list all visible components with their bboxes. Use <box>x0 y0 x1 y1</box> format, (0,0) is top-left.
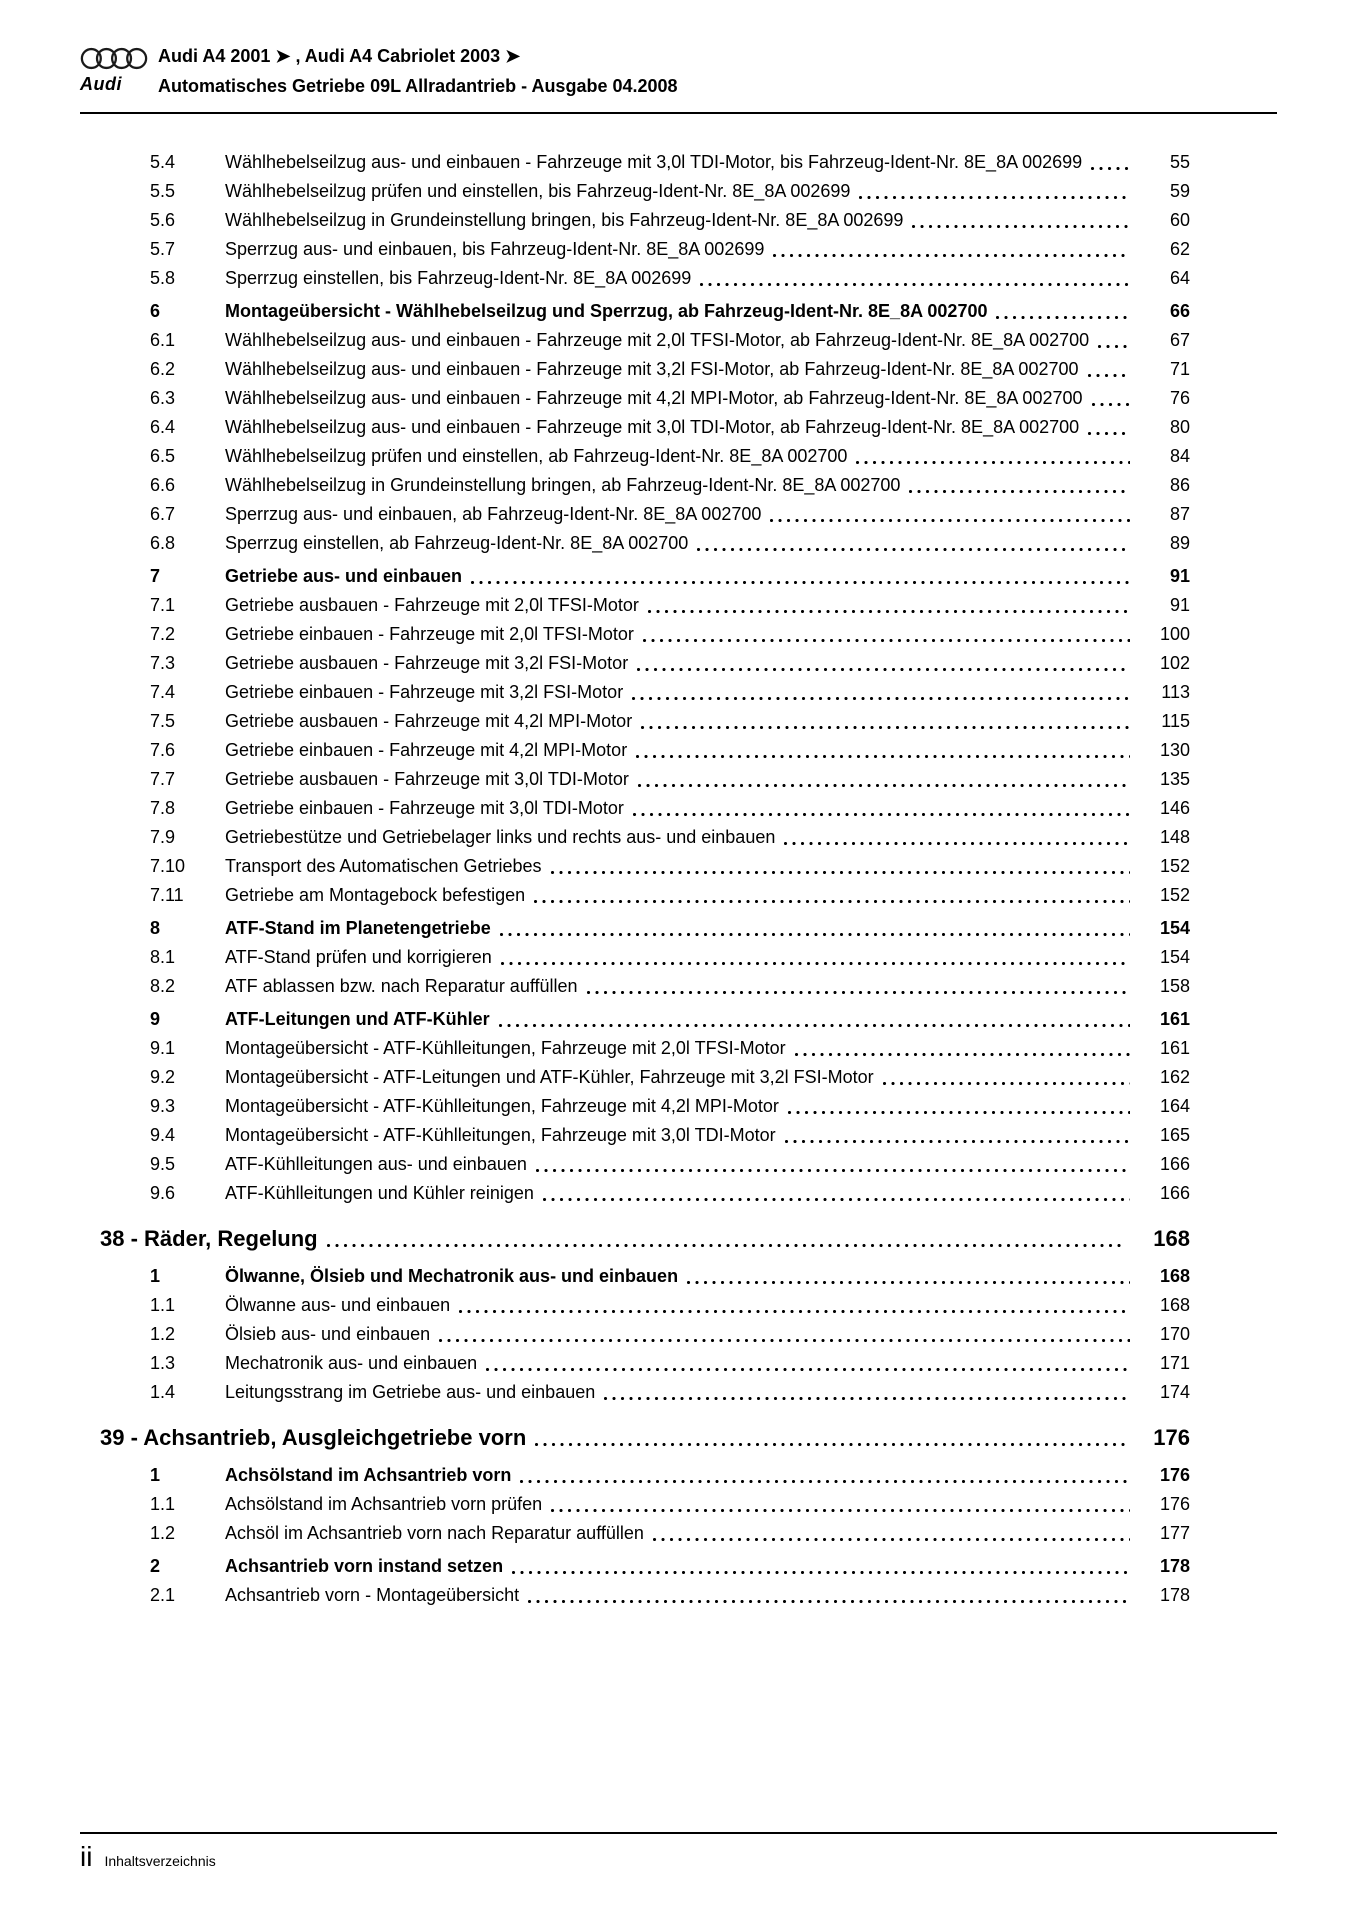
toc-entry <box>80 1005 1190 1034</box>
entry-title: Getriebe einbauen - Fahrzeuge mit 2,0l TFSI-Motor <box>225 624 634 644</box>
entry-number: 9.5 <box>150 1154 176 1174</box>
entry-number: 5.7 <box>150 239 176 259</box>
entry-title: Wählhebelseilzug aus- und einbauen - Fahrzeuge mit 4,2l MPI-Motor, ab Fahrzeug-Ident-Nr. 8E_8A 002700 <box>225 388 1083 408</box>
dot-leader <box>912 225 1130 228</box>
dot-leader <box>543 1198 1130 1201</box>
toc-entry <box>80 384 1190 413</box>
toc-entry <box>80 1063 1190 1092</box>
page-number: 91 <box>1169 595 1190 615</box>
dot-leader <box>459 1310 1130 1313</box>
entry-number: 6.4 <box>150 417 176 437</box>
toc-entry <box>80 235 1190 264</box>
dot-leader <box>883 1082 1130 1085</box>
toc-entry <box>80 765 1190 794</box>
entry-number: 1 <box>150 1465 161 1485</box>
entry-title: Montageübersicht - Wählhebelseilzug und Sperrzug, ab Fahrzeug-Ident-Nr. 8E_8A 002700 <box>225 301 988 321</box>
page-number: 166 <box>1159 1183 1190 1203</box>
dot-leader <box>632 697 1130 700</box>
toc-entry <box>80 881 1190 910</box>
audi-rings-icon <box>80 46 148 71</box>
entry-title: Wählhebelseilzug in Grundeinstellung bringen, bis Fahrzeug-Ident-Nr. 8E_8A 002699 <box>225 210 904 230</box>
dot-leader <box>499 1024 1130 1027</box>
page-footer <box>80 1840 216 1874</box>
entry-number: 6.1 <box>150 330 176 350</box>
entry-number: 2.1 <box>150 1585 176 1605</box>
entry-title: Achsölstand im Achsantrieb vorn <box>225 1465 512 1485</box>
entry-number: 6.6 <box>150 475 176 495</box>
page-number: 164 <box>1159 1096 1190 1116</box>
dot-leader <box>687 1281 1130 1284</box>
dot-leader <box>788 1111 1130 1114</box>
entry-number: 1 <box>150 1266 161 1286</box>
page-number: 66 <box>1169 301 1190 321</box>
entry-title: Wählhebelseilzug in Grundeinstellung bringen, ab Fahrzeug-Ident-Nr. 8E_8A 002700 <box>225 475 901 495</box>
toc-entry <box>80 442 1190 471</box>
entry-title: Sperrzug einstellen, bis Fahrzeug-Ident-Nr. 8E_8A 002699 <box>225 268 692 288</box>
entry-title: Wählhebelseilzug aus- und einbauen - Fahrzeuge mit 3,2l FSI-Motor, ab Fahrzeug-Ident-Nr. 8E_8A 002700 <box>225 359 1079 379</box>
entry-title: Getriebestütze und Getriebelager links und rechts aus- und einbauen <box>225 827 776 847</box>
entry-title: Getriebe einbauen - Fahrzeuge mit 4,2l MPI-Motor <box>225 740 628 760</box>
toc-entry <box>80 649 1190 678</box>
brand-word: Audi <box>80 74 122 94</box>
toc-entry <box>80 1262 1190 1291</box>
page-number: 80 <box>1169 417 1190 437</box>
entry-number: 1.2 <box>150 1523 176 1543</box>
dot-leader <box>856 461 1130 464</box>
entry-number: 1.1 <box>150 1295 176 1315</box>
dot-leader <box>1091 167 1130 170</box>
entry-title: ATF-Leitungen und ATF-Kühler <box>225 1009 490 1029</box>
page-number: 166 <box>1159 1154 1190 1174</box>
dot-leader <box>1098 345 1130 348</box>
dot-leader <box>770 519 1130 522</box>
entry-number: 9.2 <box>150 1067 176 1087</box>
entry-title: Getriebe ausbauen - Fahrzeuge mit 3,0l TDI-Motor <box>225 769 629 789</box>
dot-leader <box>587 991 1130 994</box>
entry-number: 1.1 <box>150 1494 176 1514</box>
entry-number: 5.5 <box>150 181 176 201</box>
page-number: 154 <box>1159 947 1190 967</box>
page-number: 158 <box>1159 976 1190 996</box>
entry-title: Achsantrieb vorn instand setzen <box>225 1556 504 1576</box>
page-number: 130 <box>1159 740 1190 760</box>
dot-leader <box>604 1397 1130 1400</box>
dot-leader <box>1088 374 1131 377</box>
toc-entry <box>80 326 1190 355</box>
page-number: 152 <box>1159 885 1190 905</box>
entry-title: Montageübersicht - ATF-Kühlleitungen, Fahrzeuge mit 4,2l MPI-Motor <box>225 1096 779 1116</box>
entry-number: 8.1 <box>150 947 176 967</box>
dot-leader <box>637 668 1130 671</box>
toc-entry <box>80 1179 1190 1208</box>
entry-number: 9.3 <box>150 1096 176 1116</box>
entry-number: 9.1 <box>150 1038 176 1058</box>
toc-entry <box>80 413 1190 442</box>
page-number: 148 <box>1159 827 1190 847</box>
page-number: 113 <box>1161 682 1190 702</box>
toc-entry <box>80 823 1190 852</box>
dot-leader <box>520 1480 1130 1483</box>
toc-entry <box>80 852 1190 881</box>
page-number: 102 <box>1159 653 1190 673</box>
toc-entry <box>80 707 1190 736</box>
page-number: 176 <box>1159 1465 1190 1485</box>
toc-entry <box>80 620 1190 649</box>
toc-entry <box>80 562 1190 591</box>
dot-leader <box>638 784 1130 787</box>
entry-number: 7.3 <box>150 653 176 673</box>
entry-number: 9 <box>150 1009 161 1029</box>
dot-leader <box>512 1571 1130 1574</box>
entry-number: 1.2 <box>150 1324 176 1344</box>
page-number: 76 <box>1169 388 1190 408</box>
toc-entry <box>80 1092 1190 1121</box>
audi-logo <box>80 46 158 95</box>
entry-number: 6.5 <box>150 446 176 466</box>
entry-title: Getriebe ausbauen - Fahrzeuge mit 4,2l MPI-Motor <box>225 711 633 731</box>
entry-title: ATF-Kühlleitungen aus- und einbauen <box>225 1154 527 1174</box>
toc-entry <box>80 794 1190 823</box>
toc-entry <box>80 591 1190 620</box>
entry-number: 8.2 <box>150 976 176 996</box>
entry-number: 7.4 <box>150 682 176 702</box>
page-number: 135 <box>1159 769 1190 789</box>
dot-leader <box>773 254 1130 257</box>
toc-entry <box>80 1490 1190 1519</box>
page-number: 91 <box>1169 566 1190 586</box>
entry-number: 7.2 <box>150 624 176 644</box>
page-number: 161 <box>1159 1038 1190 1058</box>
entry-title: Wählhebelseilzug aus- und einbauen - Fahrzeuge mit 3,0l TDI-Motor, ab Fahrzeug-Ident-Nr. 8E_8A 002700 <box>225 417 1080 437</box>
entry-title: Sperrzug einstellen, ab Fahrzeug-Ident-Nr. 8E_8A 002700 <box>225 533 689 553</box>
entry-title: Wählhebelseilzug prüfen und einstellen, ab Fahrzeug-Ident-Nr. 8E_8A 002700 <box>225 446 848 466</box>
dot-leader <box>528 1600 1130 1603</box>
page-number: 86 <box>1169 475 1190 495</box>
page-number: 170 <box>1159 1324 1190 1344</box>
dot-leader <box>471 581 1130 584</box>
page-number: 176 <box>1159 1494 1190 1514</box>
entry-title: Wählhebelseilzug aus- und einbauen - Fahrzeuge mit 3,0l TDI-Motor, bis Fahrzeug-Ident-Nr. 8E_8A 002699 <box>225 152 1083 172</box>
page-number: 161 <box>1159 1009 1190 1029</box>
dot-leader <box>486 1368 1130 1371</box>
dot-leader <box>785 1140 1130 1143</box>
dot-leader <box>643 639 1130 642</box>
dot-leader <box>1088 432 1130 435</box>
toc-chapter-heading <box>80 1421 1190 1455</box>
page-number: 60 <box>1169 210 1190 230</box>
entry-title: ATF ablassen bzw. nach Reparatur auffüllen <box>225 976 578 996</box>
entry-number: 7.11 <box>150 885 184 905</box>
entry-title: Getriebe ausbauen - Fahrzeuge mit 2,0l TFSI-Motor <box>225 595 639 615</box>
entry-number: 6 <box>150 301 161 321</box>
entry-number: 5.8 <box>150 268 176 288</box>
entry-title: Achsantrieb vorn - Montageübersicht <box>225 1585 520 1605</box>
page-number: 62 <box>1169 239 1190 259</box>
dot-leader <box>1092 403 1131 406</box>
toc-entry <box>80 148 1190 177</box>
toc-entry <box>80 1349 1190 1378</box>
entry-number: 5.6 <box>150 210 176 230</box>
dot-leader <box>700 283 1130 286</box>
entry-title: Getriebe am Montagebock befestigen <box>225 885 526 905</box>
page-number: 100 <box>1159 624 1190 644</box>
dot-leader <box>536 1169 1130 1172</box>
toc-entry <box>80 1320 1190 1349</box>
entry-number: 7.10 <box>150 856 186 876</box>
toc-entry <box>80 1461 1190 1490</box>
entry-title: Ölsieb aus- und einbauen <box>225 1324 431 1344</box>
page-number: 168 <box>1159 1266 1190 1286</box>
entry-number: 6.3 <box>150 388 176 408</box>
entry-title: Sperrzug aus- und einbauen, ab Fahrzeug-Ident-Nr. 8E_8A 002700 <box>225 504 762 524</box>
page-number: 176 <box>1153 1425 1190 1450</box>
entry-title: Getriebe einbauen - Fahrzeuge mit 3,0l TDI-Motor <box>225 798 624 818</box>
dot-leader <box>327 1244 1126 1247</box>
toc-entry <box>80 529 1190 558</box>
entry-title: Getriebe aus- und einbauen <box>225 566 463 586</box>
page-number: 67 <box>1169 330 1190 350</box>
model-line: Audi A4 2001 ➤ , Audi A4 Cabriolet 2003 ➤ <box>158 46 521 66</box>
toc-entry <box>80 471 1190 500</box>
page-number: 115 <box>1161 711 1190 731</box>
dot-leader <box>641 726 1130 729</box>
dot-leader <box>534 900 1130 903</box>
toc-entry <box>80 1121 1190 1150</box>
toc-entry <box>80 678 1190 707</box>
page-number: 178 <box>1159 1585 1190 1605</box>
toc-entry <box>80 972 1190 1001</box>
page-number: 154 <box>1159 918 1190 938</box>
page-number: 174 <box>1159 1382 1190 1402</box>
entry-title: Ölwanne aus- und einbauen <box>225 1295 451 1315</box>
entry-title: Achsöl im Achsantrieb vorn nach Reparatur auffüllen <box>225 1523 644 1543</box>
toc-entry <box>80 297 1190 326</box>
entry-number: 6.8 <box>150 533 176 553</box>
dot-leader <box>551 1509 1130 1512</box>
dot-leader <box>795 1053 1130 1056</box>
page-number: 84 <box>1169 446 1190 466</box>
toc-entry <box>80 1034 1190 1063</box>
toc-entry <box>80 914 1190 943</box>
entry-title: Getriebe ausbauen - Fahrzeuge mit 3,2l FSI-Motor <box>225 653 629 673</box>
page-number: 152 <box>1159 856 1190 876</box>
entry-title: Ölwanne, Ölsieb und Mechatronik aus- und einbauen <box>225 1266 679 1286</box>
entry-number: 2 <box>150 1556 161 1576</box>
entry-title: Wählhebelseilzug prüfen und einstellen, bis Fahrzeug-Ident-Nr. 8E_8A 002699 <box>225 181 851 201</box>
entry-number: 9.6 <box>150 1183 176 1203</box>
entry-title: Wählhebelseilzug aus- und einbauen - Fahrzeuge mit 2,0l TFSI-Motor, ab Fahrzeug-Ident-Nr. 8E_8A 002700 <box>225 330 1090 350</box>
dot-leader <box>697 548 1130 551</box>
toc-entry <box>80 1150 1190 1179</box>
page-number: 59 <box>1169 181 1190 201</box>
toc-entry <box>80 736 1190 765</box>
page-number: 87 <box>1169 504 1190 524</box>
footer-label: Inhaltsverzeichnis <box>104 1853 216 1869</box>
toc-entry <box>80 1291 1190 1320</box>
dot-leader <box>551 871 1131 874</box>
dot-leader <box>909 490 1130 493</box>
toc-entry <box>80 1378 1190 1407</box>
toc-entry <box>80 1519 1190 1548</box>
page-number: 162 <box>1159 1067 1190 1087</box>
entry-title: Getriebe einbauen - Fahrzeuge mit 3,2l FSI-Motor <box>225 682 624 702</box>
toc-entry <box>80 1581 1190 1610</box>
toc-list <box>80 148 1190 1610</box>
entry-number: 7.8 <box>150 798 176 818</box>
entry-number: 9.4 <box>150 1125 176 1145</box>
dot-leader <box>633 813 1130 816</box>
entry-number: 7.1 <box>150 595 176 615</box>
entry-title: Montageübersicht - ATF-Leitungen und ATF-Kühler, Fahrzeuge mit 3,2l FSI-Motor <box>225 1067 874 1087</box>
footer-page-number: ii <box>80 1841 93 1872</box>
dot-leader <box>535 1443 1126 1446</box>
entry-number: 1.3 <box>150 1353 176 1373</box>
header-lines <box>158 44 1277 98</box>
dot-leader <box>996 316 1130 319</box>
entry-title: Sperrzug aus- und einbauen, bis Fahrzeug-Ident-Nr. 8E_8A 002699 <box>225 239 765 259</box>
dot-leader <box>501 962 1130 965</box>
edition-line: Automatisches Getriebe 09L Allradantrieb - Ausgabe 04.2008 <box>158 76 678 96</box>
page-number: 177 <box>1159 1523 1190 1543</box>
page-number: 146 <box>1159 798 1190 818</box>
page-number: 178 <box>1159 1556 1190 1576</box>
entry-number: 7.6 <box>150 740 176 760</box>
entry-title: Transport des Automatischen Getriebes <box>225 856 542 876</box>
chapter-title: 38 - Räder, Regelung <box>100 1226 318 1251</box>
entry-title: ATF-Kühlleitungen und Kühler reinigen <box>225 1183 534 1203</box>
entry-number: 6.2 <box>150 359 176 379</box>
page-number: 168 <box>1153 1226 1190 1251</box>
dot-leader <box>859 196 1130 199</box>
toc-entry <box>80 1552 1190 1581</box>
toc-entry <box>80 355 1190 384</box>
page-number: 64 <box>1169 268 1190 288</box>
dot-leader <box>648 610 1130 613</box>
page-number: 165 <box>1159 1125 1190 1145</box>
header-divider <box>80 112 1277 114</box>
page-number: 89 <box>1169 533 1190 553</box>
dot-leader <box>439 1339 1130 1342</box>
entry-title: Mechatronik aus- und einbauen <box>225 1353 478 1373</box>
dot-leader <box>784 842 1130 845</box>
toc-chapter-heading <box>80 1222 1190 1256</box>
entry-number: 7.9 <box>150 827 176 847</box>
footer-divider <box>80 1832 1277 1834</box>
page-number: 168 <box>1159 1295 1190 1315</box>
toc-entry <box>80 177 1190 206</box>
entry-title: Achsölstand im Achsantrieb vorn prüfen <box>225 1494 543 1514</box>
entry-number: 1.4 <box>150 1382 176 1402</box>
dot-leader <box>653 1538 1130 1541</box>
chapter-title: 39 - Achsantrieb, Ausgleichgetriebe vorn <box>100 1425 527 1450</box>
page-number: 71 <box>1169 359 1190 379</box>
dot-leader <box>636 755 1130 758</box>
entry-title: ATF-Stand im Planetengetriebe <box>225 918 491 938</box>
toc-entry <box>80 943 1190 972</box>
entry-title: Montageübersicht - ATF-Kühlleitungen, Fahrzeuge mit 3,0l TDI-Motor <box>225 1125 776 1145</box>
entry-number: 7.5 <box>150 711 176 731</box>
entry-number: 7.7 <box>150 769 176 789</box>
page-number: 171 <box>1159 1353 1190 1373</box>
page-number: 55 <box>1169 152 1190 172</box>
page-header <box>80 44 1277 98</box>
entry-number: 7 <box>150 566 161 586</box>
entry-number: 6.7 <box>150 504 176 524</box>
entry-title: Montageübersicht - ATF-Kühlleitungen, Fahrzeuge mit 2,0l TFSI-Motor <box>225 1038 786 1058</box>
dot-leader <box>500 933 1130 936</box>
toc-entry <box>80 500 1190 529</box>
entry-number: 8 <box>150 918 161 938</box>
toc-entry <box>80 264 1190 293</box>
entry-number: 5.4 <box>150 152 176 172</box>
toc-entry <box>80 206 1190 235</box>
entry-title: ATF-Stand prüfen und korrigieren <box>225 947 492 967</box>
entry-title: Leitungsstrang im Getriebe aus- und einbauen <box>225 1382 596 1402</box>
